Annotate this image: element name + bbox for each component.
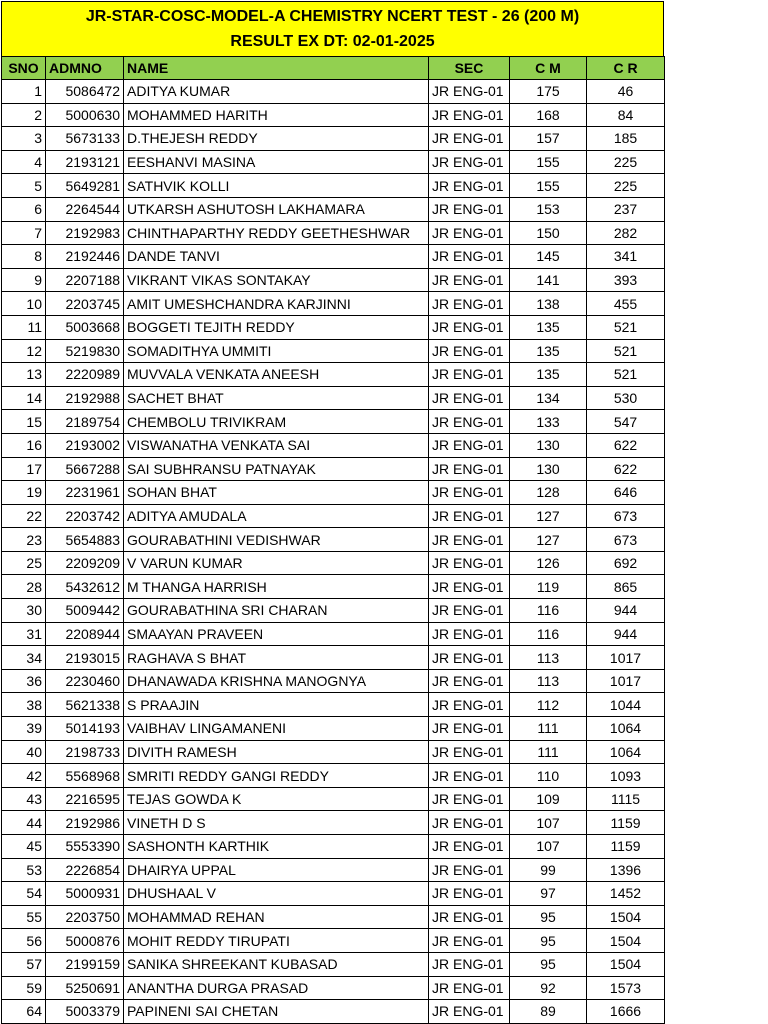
sec-cell: JR ENG-01 [429,504,510,528]
admno-cell: 2209209 [46,551,124,575]
name-cell: D.THEJESH REDDY [124,127,429,151]
admno-cell: 5649281 [46,174,124,198]
cm-cell: 116 [510,622,587,646]
sec-cell: JR ENG-01 [429,268,510,292]
table-row [2,315,665,339]
table-row [2,575,665,599]
cr-cell: 1159 [587,835,665,859]
sno-cell: 25 [2,551,46,575]
sno-cell: 36 [2,669,46,693]
cr-cell: 1115 [587,787,665,811]
name-cell: GOURABATHINI VEDISHWAR [124,528,429,552]
cr-cell: 1666 [587,1000,665,1024]
sec-cell: JR ENG-01 [429,174,510,198]
sec-cell: JR ENG-01 [429,528,510,552]
admno-cell: 2193015 [46,646,124,670]
cm-cell: 135 [510,339,587,363]
cm-cell: 127 [510,504,587,528]
sec-cell: JR ENG-01 [429,339,510,363]
name-cell: DHAIRYA UPPAL [124,858,429,882]
sno-cell: 19 [2,481,46,505]
sec-cell: JR ENG-01 [429,835,510,859]
sno-cell: 59 [2,976,46,1000]
cm-cell: 116 [510,599,587,623]
admno-cell: 5000630 [46,103,124,127]
admno-cell: 2216595 [46,787,124,811]
name-cell: SOHAN BHAT [124,481,429,505]
sno-cell: 28 [2,575,46,599]
cr-cell: 185 [587,127,665,151]
cm-cell: 92 [510,976,587,1000]
column-header-cm: C M [510,57,587,80]
admno-cell: 2192988 [46,386,124,410]
cr-cell: 944 [587,599,665,623]
sec-cell: JR ENG-01 [429,197,510,221]
sno-cell: 12 [2,339,46,363]
cr-cell: 673 [587,504,665,528]
sec-cell: JR ENG-01 [429,315,510,339]
title-banner [1,1,664,56]
cr-cell: 225 [587,174,665,198]
cr-cell: 1504 [587,952,665,976]
sec-cell: JR ENG-01 [429,764,510,788]
cm-cell: 150 [510,221,587,245]
admno-cell: 2226854 [46,858,124,882]
admno-cell: 5014193 [46,717,124,741]
table-row [2,929,665,953]
name-cell: VAIBHAV LINGAMANENI [124,717,429,741]
sec-cell: JR ENG-01 [429,245,510,269]
cm-cell: 119 [510,575,587,599]
cm-cell: 113 [510,669,587,693]
cm-cell: 168 [510,103,587,127]
cm-cell: 130 [510,457,587,481]
sec-cell: JR ENG-01 [429,717,510,741]
sno-cell: 57 [2,952,46,976]
sec-cell: JR ENG-01 [429,292,510,316]
cm-cell: 111 [510,717,587,741]
sno-cell: 53 [2,858,46,882]
admno-cell: 2203742 [46,504,124,528]
table-row [2,858,665,882]
sno-cell: 16 [2,433,46,457]
cr-cell: 1159 [587,811,665,835]
cr-cell: 1064 [587,740,665,764]
table-row [2,905,665,929]
sec-cell: JR ENG-01 [429,905,510,929]
sno-cell: 31 [2,622,46,646]
sno-cell: 15 [2,410,46,434]
table-row [2,528,665,552]
sno-cell: 45 [2,835,46,859]
sec-cell: JR ENG-01 [429,646,510,670]
cr-cell: 944 [587,622,665,646]
sno-cell: 30 [2,599,46,623]
cr-cell: 1504 [587,929,665,953]
admno-cell: 2203750 [46,905,124,929]
sec-cell: JR ENG-01 [429,952,510,976]
cm-cell: 155 [510,150,587,174]
sec-cell: JR ENG-01 [429,693,510,717]
table-row [2,386,665,410]
column-header-cr: C R [587,57,665,80]
sno-cell: 34 [2,646,46,670]
sec-cell: JR ENG-01 [429,929,510,953]
cr-cell: 646 [587,481,665,505]
admno-cell: 5432612 [46,575,124,599]
cr-cell: 530 [587,386,665,410]
name-cell: ADITYA AMUDALA [124,504,429,528]
name-cell: DHUSHAAL V [124,882,429,906]
admno-cell: 2198733 [46,740,124,764]
admno-cell: 2264544 [46,197,124,221]
admno-cell: 2231961 [46,481,124,505]
admno-cell: 5000876 [46,929,124,953]
admno-cell: 5003379 [46,1000,124,1024]
sno-cell: 5 [2,174,46,198]
name-cell: MOHIT REDDY TIRUPATI [124,929,429,953]
table-row [2,669,665,693]
column-header-admno: ADMNO [46,57,124,80]
cr-cell: 282 [587,221,665,245]
sno-cell: 14 [2,386,46,410]
sno-cell: 3 [2,127,46,151]
table-row [2,551,665,575]
cm-cell: 113 [510,646,587,670]
sno-cell: 2 [2,103,46,127]
table-row [2,787,665,811]
cm-cell: 157 [510,127,587,151]
table-row [2,740,665,764]
admno-cell: 5086472 [46,80,124,104]
cm-cell: 95 [510,905,587,929]
cr-cell: 865 [587,575,665,599]
sec-cell: JR ENG-01 [429,787,510,811]
admno-cell: 2192983 [46,221,124,245]
sec-cell: JR ENG-01 [429,599,510,623]
table-row [2,504,665,528]
name-cell: VINETH D S [124,811,429,835]
cm-cell: 127 [510,528,587,552]
cm-cell: 128 [510,481,587,505]
admno-cell: 5000931 [46,882,124,906]
name-cell: SMRITI REDDY GANGI REDDY [124,764,429,788]
name-cell: RAGHAVA S BHAT [124,646,429,670]
sno-cell: 7 [2,221,46,245]
cm-cell: 95 [510,952,587,976]
table-row [2,80,665,104]
sec-cell: JR ENG-01 [429,127,510,151]
admno-cell: 2193121 [46,150,124,174]
name-cell: SACHET BHAT [124,386,429,410]
sno-cell: 1 [2,80,46,104]
cm-cell: 134 [510,386,587,410]
name-cell: VIKRANT VIKAS SONTAKAY [124,268,429,292]
sno-cell: 9 [2,268,46,292]
table-row [2,693,665,717]
name-cell: SMAAYAN PRAVEEN [124,622,429,646]
sno-cell: 44 [2,811,46,835]
name-cell: VISWANATHA VENKATA SAI [124,433,429,457]
table-row [2,646,665,670]
name-cell: CHINTHAPARTHY REDDY GEETHESHWAR [124,221,429,245]
sec-cell: JR ENG-01 [429,740,510,764]
cm-cell: 95 [510,929,587,953]
admno-cell: 5009442 [46,599,124,623]
cr-cell: 84 [587,103,665,127]
table-row [2,268,665,292]
cr-cell: 1017 [587,669,665,693]
admno-cell: 2230460 [46,669,124,693]
table-row [2,197,665,221]
sno-cell: 38 [2,693,46,717]
cr-cell: 1396 [587,858,665,882]
name-cell: SAI SUBHRANSU PATNAYAK [124,457,429,481]
table-row [2,221,665,245]
sec-cell: JR ENG-01 [429,811,510,835]
table-row [2,952,665,976]
name-cell: MOHAMMED HARITH [124,103,429,127]
name-cell: SOMADITHYA UMMITI [124,339,429,363]
name-cell: PAPINENI SAI CHETAN [124,1000,429,1024]
cm-cell: 135 [510,363,587,387]
table-row [2,174,665,198]
table-row [2,339,665,363]
sec-cell: JR ENG-01 [429,103,510,127]
cr-cell: 521 [587,363,665,387]
cr-cell: 455 [587,292,665,316]
admno-cell: 2199159 [46,952,124,976]
name-cell: BOGGETI TEJITH REDDY [124,315,429,339]
table-row [2,410,665,434]
sno-cell: 8 [2,245,46,269]
sno-cell: 13 [2,363,46,387]
sno-cell: 23 [2,528,46,552]
cm-cell: 175 [510,80,587,104]
result-date-title: RESULT EX DT: 02-01-2025 [230,33,435,50]
sec-cell: JR ENG-01 [429,575,510,599]
table-row [2,363,665,387]
cr-cell: 46 [587,80,665,104]
cr-cell: 547 [587,410,665,434]
admno-cell: 5553390 [46,835,124,859]
table-row [2,764,665,788]
cm-cell: 133 [510,410,587,434]
name-cell: TEJAS GOWDA K [124,787,429,811]
admno-cell: 2192986 [46,811,124,835]
cr-cell: 393 [587,268,665,292]
cm-cell: 109 [510,787,587,811]
name-cell: GOURABATHINA SRI CHARAN [124,599,429,623]
cm-cell: 107 [510,811,587,835]
admno-cell: 2220989 [46,363,124,387]
table-row [2,292,665,316]
table-row [2,811,665,835]
cr-cell: 237 [587,197,665,221]
cm-cell: 145 [510,245,587,269]
sno-cell: 39 [2,717,46,741]
column-header-row [2,57,665,80]
cr-cell: 1064 [587,717,665,741]
cm-cell: 99 [510,858,587,882]
sec-cell: JR ENG-01 [429,1000,510,1024]
cr-cell: 1044 [587,693,665,717]
table-row [2,1000,665,1024]
cm-cell: 89 [510,1000,587,1024]
cm-cell: 107 [510,835,587,859]
table-row [2,127,665,151]
sec-cell: JR ENG-01 [429,410,510,434]
sec-cell: JR ENG-01 [429,150,510,174]
name-cell: UTKARSH ASHUTOSH LAKHAMARA [124,197,429,221]
cm-cell: 138 [510,292,587,316]
name-cell: DIVITH RAMESH [124,740,429,764]
name-cell: V VARUN KUMAR [124,551,429,575]
sno-cell: 54 [2,882,46,906]
cm-cell: 126 [510,551,587,575]
table-row [2,882,665,906]
cm-cell: 153 [510,197,587,221]
sec-cell: JR ENG-01 [429,858,510,882]
admno-cell: 2189754 [46,410,124,434]
table-row [2,599,665,623]
cr-cell: 1573 [587,976,665,1000]
admno-cell: 5568968 [46,764,124,788]
sec-cell: JR ENG-01 [429,433,510,457]
cr-cell: 1017 [587,646,665,670]
cr-cell: 225 [587,150,665,174]
sno-cell: 4 [2,150,46,174]
cr-cell: 622 [587,433,665,457]
table-row [2,103,665,127]
column-header-sec: SEC [429,57,510,80]
admno-cell: 5621338 [46,693,124,717]
sno-cell: 10 [2,292,46,316]
sec-cell: JR ENG-01 [429,976,510,1000]
table-row [2,150,665,174]
admno-cell: 5673133 [46,127,124,151]
test-title: JR-STAR-COSC-MODEL-A CHEMISTRY NCERT TEST - 26 (200 M) [85,8,580,25]
sec-cell: JR ENG-01 [429,551,510,575]
sec-cell: JR ENG-01 [429,386,510,410]
admno-cell: 2193002 [46,433,124,457]
sno-cell: 40 [2,740,46,764]
cr-cell: 1093 [587,764,665,788]
cm-cell: 111 [510,740,587,764]
table-row [2,481,665,505]
table-row [2,622,665,646]
sec-cell: JR ENG-01 [429,80,510,104]
cm-cell: 130 [510,433,587,457]
sec-cell: JR ENG-01 [429,669,510,693]
name-cell: SATHVIK KOLLI [124,174,429,198]
sno-cell: 42 [2,764,46,788]
cm-cell: 112 [510,693,587,717]
sno-cell: 11 [2,315,46,339]
column-header-sno: SNO [2,57,46,80]
admno-cell: 5667288 [46,457,124,481]
admno-cell: 5654883 [46,528,124,552]
name-cell: SASHONTH KARTHIK [124,835,429,859]
sno-cell: 6 [2,197,46,221]
results-table [1,56,665,1024]
table-row [2,245,665,269]
table-row [2,835,665,859]
table-row [2,717,665,741]
cr-cell: 673 [587,528,665,552]
name-cell: M THANGA HARRISH [124,575,429,599]
name-cell: CHEMBOLU TRIVIKRAM [124,410,429,434]
cm-cell: 141 [510,268,587,292]
name-cell: ANANTHA DURGA PRASAD [124,976,429,1000]
admno-cell: 5250691 [46,976,124,1000]
name-cell: ADITYA KUMAR [124,80,429,104]
sec-cell: JR ENG-01 [429,481,510,505]
cm-cell: 110 [510,764,587,788]
sec-cell: JR ENG-01 [429,622,510,646]
name-cell: SANIKA SHREEKANT KUBASAD [124,952,429,976]
name-cell: DHANAWADA KRISHNA MANOGNYA [124,669,429,693]
sec-cell: JR ENG-01 [429,221,510,245]
sec-cell: JR ENG-01 [429,363,510,387]
admno-cell: 2203745 [46,292,124,316]
sno-cell: 43 [2,787,46,811]
cr-cell: 341 [587,245,665,269]
results-table-body [2,80,665,1024]
name-cell: MOHAMMAD REHAN [124,905,429,929]
sno-cell: 17 [2,457,46,481]
sec-cell: JR ENG-01 [429,882,510,906]
admno-cell: 5003668 [46,315,124,339]
sno-cell: 64 [2,1000,46,1024]
name-cell: DANDE TANVI [124,245,429,269]
table-row [2,976,665,1000]
name-cell: AMIT UMESHCHANDRA KARJINNI [124,292,429,316]
name-cell: S PRAAJIN [124,693,429,717]
cm-cell: 155 [510,174,587,198]
admno-cell: 2207188 [46,268,124,292]
sno-cell: 55 [2,905,46,929]
table-row [2,433,665,457]
cr-cell: 1452 [587,882,665,906]
admno-cell: 5219830 [46,339,124,363]
name-cell: EESHANVI MASINA [124,150,429,174]
sno-cell: 22 [2,504,46,528]
sno-cell: 56 [2,929,46,953]
cr-cell: 521 [587,339,665,363]
cr-cell: 692 [587,551,665,575]
cr-cell: 521 [587,315,665,339]
cm-cell: 97 [510,882,587,906]
admno-cell: 2192446 [46,245,124,269]
sec-cell: JR ENG-01 [429,457,510,481]
name-cell: MUVVALA VENKATA ANEESH [124,363,429,387]
admno-cell: 2208944 [46,622,124,646]
column-header-name: NAME [124,57,429,80]
cm-cell: 135 [510,315,587,339]
cr-cell: 622 [587,457,665,481]
result-sheet [1,1,664,1024]
cr-cell: 1504 [587,905,665,929]
table-row [2,457,665,481]
